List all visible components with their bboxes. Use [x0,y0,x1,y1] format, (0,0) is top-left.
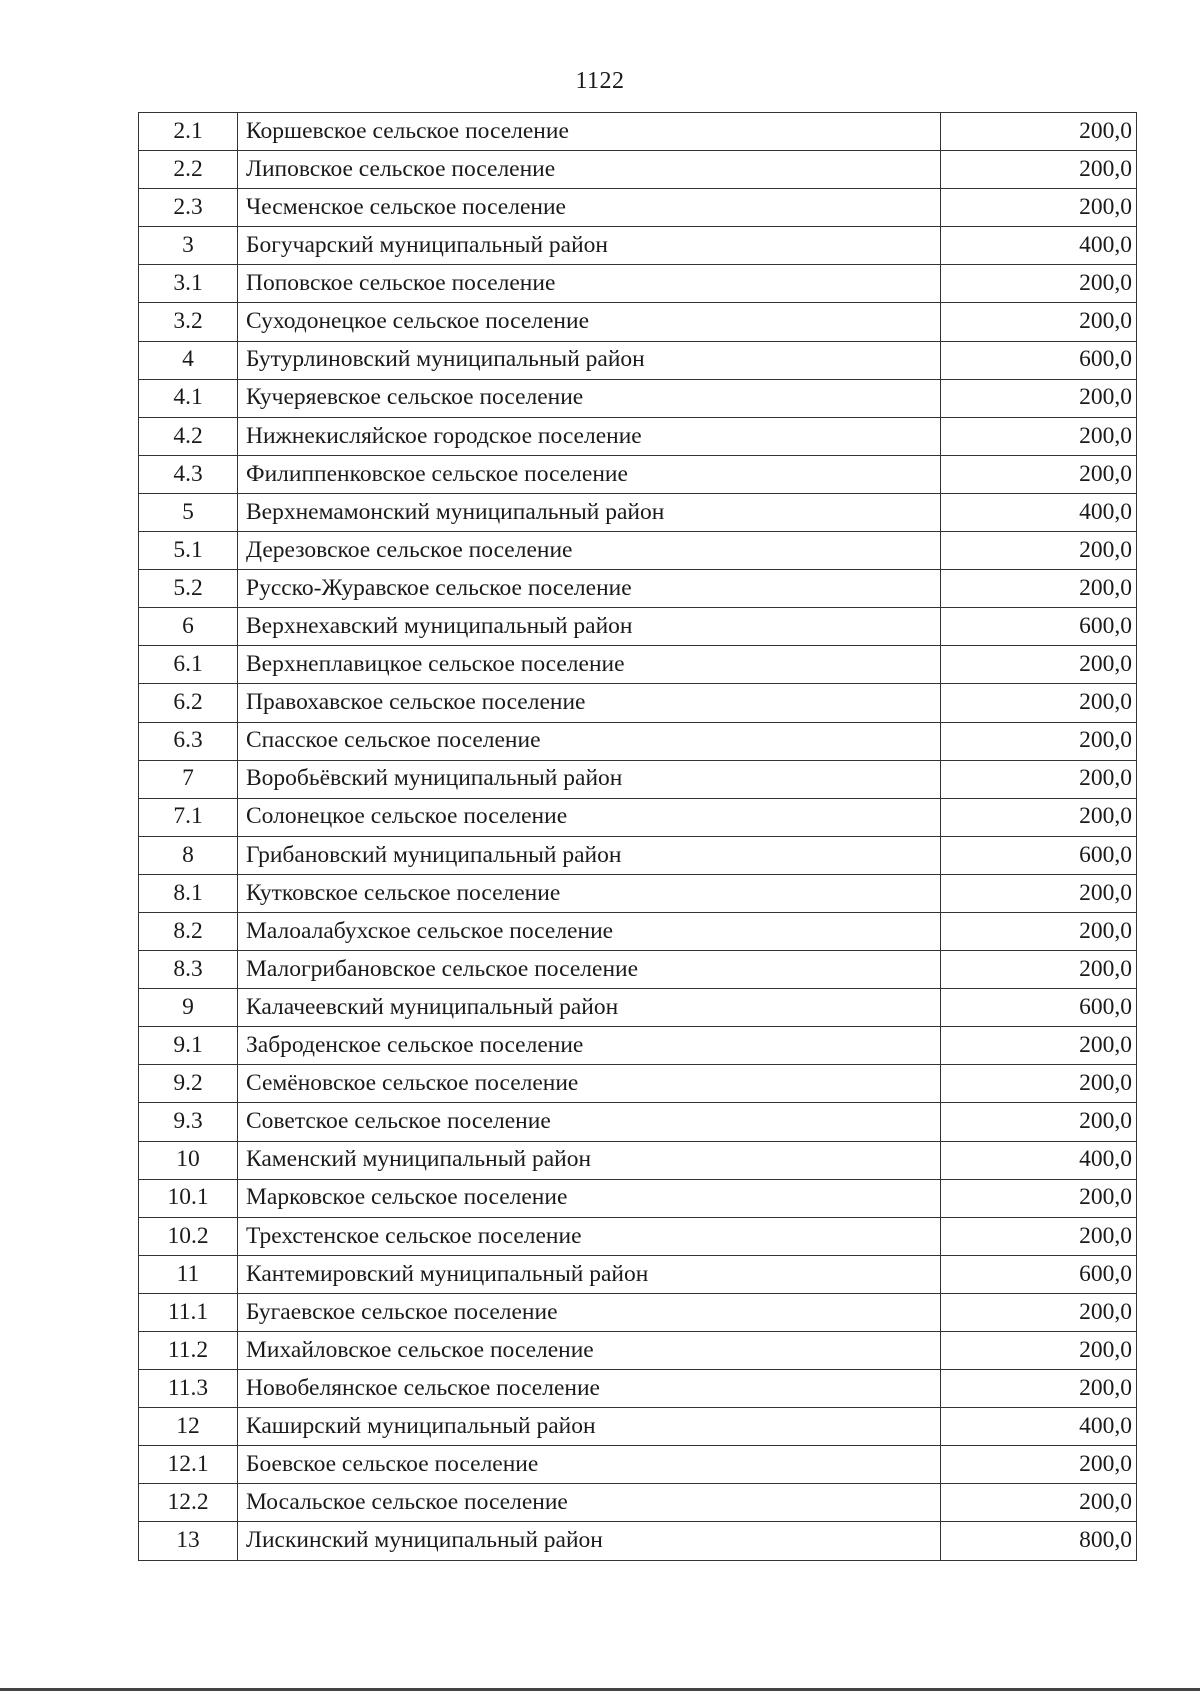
row-value-cell: 200,0 [941,379,1137,417]
table-row [139,722,1137,760]
table-row [139,189,1137,227]
row-name-cell: Коршевское сельское поселение [238,113,941,151]
row-name-cell: Михайловское сельское поселение [238,1332,941,1370]
row-number-cell: 2.3 [139,189,238,227]
table-row [139,341,1137,379]
row-name-cell: Филиппенковское сельское поселение [238,455,941,493]
row-name-cell: Правохавское сельское поселение [238,684,941,722]
table-row [139,227,1137,265]
row-value-cell: 800,0 [941,1522,1137,1560]
table-row [139,303,1137,341]
row-name-cell: Лискинский муниципальный район [238,1522,941,1560]
row-number-cell: 9 [139,989,238,1027]
table-row [139,1217,1137,1255]
row-number-cell: 6.3 [139,722,238,760]
table-row [139,874,1137,912]
table-row [139,646,1137,684]
table-row [139,912,1137,950]
table-row [139,1065,1137,1103]
table-row [139,951,1137,989]
row-number-cell: 9.3 [139,1103,238,1141]
row-number-cell: 12 [139,1408,238,1446]
row-value-cell: 600,0 [941,989,1137,1027]
table-row [139,493,1137,531]
row-value-cell: 200,0 [941,151,1137,189]
row-number-cell: 2.1 [139,113,238,151]
row-value-cell: 600,0 [941,341,1137,379]
row-name-cell: Русско-Журавское сельское поселение [238,570,941,608]
row-value-cell: 400,0 [941,227,1137,265]
row-number-cell: 3 [139,227,238,265]
table-row [139,1027,1137,1065]
table-row [139,1293,1137,1331]
row-name-cell: Кутковское сельское поселение [238,874,941,912]
row-name-cell: Чесменское сельское поселение [238,189,941,227]
row-name-cell: Спасское сельское поселение [238,722,941,760]
table-row [139,113,1137,151]
row-number-cell: 7.1 [139,798,238,836]
row-number-cell: 12.1 [139,1446,238,1484]
row-name-cell: Верхнехавский муниципальный район [238,608,941,646]
page-number: 1122 [575,68,625,94]
row-name-cell: Солонецкое сельское поселение [238,798,941,836]
row-name-cell: Мосальское сельское поселение [238,1484,941,1522]
row-value-cell: 600,0 [941,608,1137,646]
row-number-cell: 8.2 [139,912,238,950]
row-name-cell: Семёновское сельское поселение [238,1065,941,1103]
row-name-cell: Трехстенское сельское поселение [238,1217,941,1255]
table-row [139,570,1137,608]
row-number-cell: 5.2 [139,570,238,608]
table-row [139,151,1137,189]
table-row [139,608,1137,646]
row-value-cell: 200,0 [941,760,1137,798]
row-number-cell: 6.2 [139,684,238,722]
bottom-rule [0,1688,1200,1691]
row-value-cell: 200,0 [941,1179,1137,1217]
row-value-cell: 200,0 [941,455,1137,493]
row-number-cell: 10 [139,1141,238,1179]
row-value-cell: 200,0 [941,1484,1137,1522]
row-value-cell: 200,0 [941,1027,1137,1065]
row-name-cell: Бугаевское сельское поселение [238,1293,941,1331]
row-name-cell: Новобелянское сельское поселение [238,1370,941,1408]
row-name-cell: Верхнеплавицкое сельское поселение [238,646,941,684]
table-row [139,1522,1137,1560]
row-number-cell: 2.2 [139,151,238,189]
row-number-cell: 3.2 [139,303,238,341]
row-value-cell: 200,0 [941,532,1137,570]
table-row [139,1141,1137,1179]
row-name-cell: Дерезовское сельское поселение [238,532,941,570]
row-number-cell: 9.1 [139,1027,238,1065]
row-value-cell: 400,0 [941,493,1137,531]
row-value-cell: 200,0 [941,113,1137,151]
table-row [139,1255,1137,1293]
row-value-cell: 200,0 [941,189,1137,227]
row-name-cell: Верхнемамонский муниципальный район [238,493,941,531]
table-row [139,1370,1137,1408]
table-row [139,760,1137,798]
row-number-cell: 12.2 [139,1484,238,1522]
row-name-cell: Боевское сельское поселение [238,1446,941,1484]
row-value-cell: 200,0 [941,1217,1137,1255]
row-name-cell: Кучеряевское сельское поселение [238,379,941,417]
row-name-cell: Калачеевский муниципальный район [238,989,941,1027]
row-name-cell: Каширский муниципальный район [238,1408,941,1446]
row-number-cell: 8 [139,836,238,874]
row-number-cell: 4.2 [139,417,238,455]
table-row [139,532,1137,570]
row-number-cell: 11.1 [139,1293,238,1331]
row-number-cell: 13 [139,1522,238,1560]
row-value-cell: 200,0 [941,646,1137,684]
row-name-cell: Советское сельское поселение [238,1103,941,1141]
row-value-cell: 400,0 [941,1141,1137,1179]
row-value-cell: 200,0 [941,417,1137,455]
table-row [139,836,1137,874]
row-value-cell: 200,0 [941,1293,1137,1331]
table-row [139,1446,1137,1484]
table-row [139,1408,1137,1446]
row-name-cell: Каменский муниципальный район [238,1141,941,1179]
row-value-cell: 200,0 [941,874,1137,912]
row-value-cell: 200,0 [941,570,1137,608]
row-name-cell: Малоалабухское сельское поселение [238,912,941,950]
table-row [139,1179,1137,1217]
row-number-cell: 5 [139,493,238,531]
row-number-cell: 8.3 [139,951,238,989]
row-name-cell: Заброденское сельское поселение [238,1027,941,1065]
row-value-cell: 200,0 [941,1103,1137,1141]
row-value-cell: 200,0 [941,722,1137,760]
table-row [139,989,1137,1027]
table-row [139,1484,1137,1522]
row-number-cell: 6.1 [139,646,238,684]
row-number-cell: 6 [139,608,238,646]
table-row [139,417,1137,455]
row-value-cell: 200,0 [941,798,1137,836]
row-number-cell: 4.3 [139,455,238,493]
row-name-cell: Богучарский муниципальный район [238,227,941,265]
row-name-cell: Липовское сельское поселение [238,151,941,189]
row-name-cell: Кантемировский муниципальный район [238,1255,941,1293]
row-value-cell: 200,0 [941,1446,1137,1484]
table-body [139,113,1137,1561]
row-number-cell: 11.2 [139,1332,238,1370]
allocation-table [138,112,1137,1561]
row-number-cell: 8.1 [139,874,238,912]
row-name-cell: Малогрибановское сельское поселение [238,951,941,989]
row-value-cell: 200,0 [941,951,1137,989]
table-row [139,1332,1137,1370]
table-row [139,684,1137,722]
row-name-cell: Поповское сельское поселение [238,265,941,303]
row-value-cell: 200,0 [941,1065,1137,1103]
row-name-cell: Нижнекисляйское городское поселение [238,417,941,455]
row-name-cell: Марковское сельское поселение [238,1179,941,1217]
row-value-cell: 600,0 [941,836,1137,874]
row-number-cell: 4.1 [139,379,238,417]
row-number-cell: 10.1 [139,1179,238,1217]
row-value-cell: 200,0 [941,1332,1137,1370]
row-number-cell: 3.1 [139,265,238,303]
row-number-cell: 11.3 [139,1370,238,1408]
row-number-cell: 9.2 [139,1065,238,1103]
row-number-cell: 5.1 [139,532,238,570]
row-value-cell: 400,0 [941,1408,1137,1446]
row-value-cell: 600,0 [941,1255,1137,1293]
table-row [139,265,1137,303]
table-row [139,1103,1137,1141]
row-number-cell: 11 [139,1255,238,1293]
row-value-cell: 200,0 [941,303,1137,341]
table-row [139,455,1137,493]
table-row [139,798,1137,836]
row-value-cell: 200,0 [941,1370,1137,1408]
row-number-cell: 4 [139,341,238,379]
row-name-cell: Бутурлиновский муниципальный район [238,341,941,379]
row-name-cell: Воробьёвский муниципальный район [238,760,941,798]
row-value-cell: 200,0 [941,912,1137,950]
row-value-cell: 200,0 [941,684,1137,722]
row-name-cell: Грибановский муниципальный район [238,836,941,874]
table-row [139,379,1137,417]
row-number-cell: 10.2 [139,1217,238,1255]
row-name-cell: Суходонецкое сельское поселение [238,303,941,341]
row-value-cell: 200,0 [941,265,1137,303]
row-number-cell: 7 [139,760,238,798]
